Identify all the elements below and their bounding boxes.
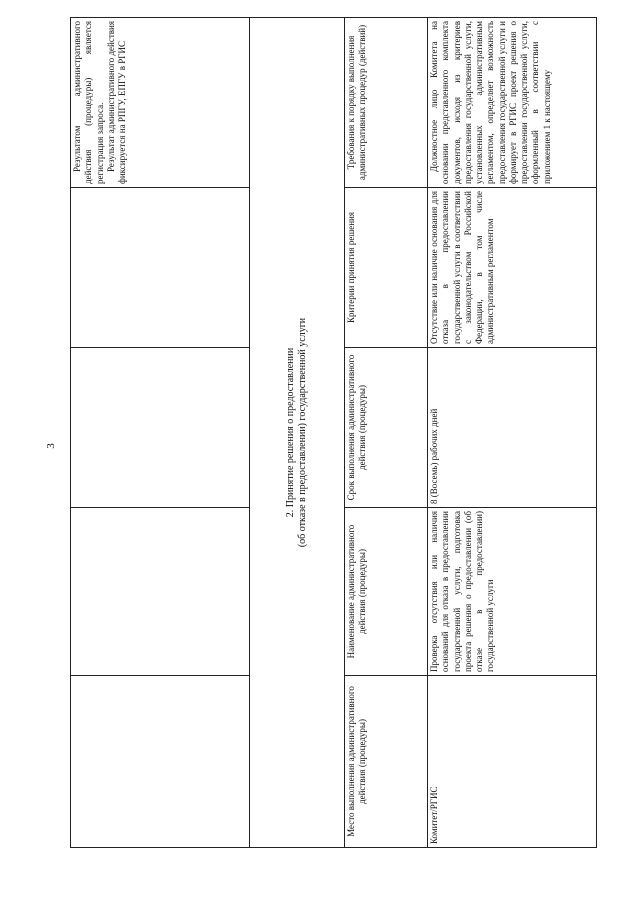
cell-place: Комитет/РГИС	[428, 676, 597, 848]
cell-criteria: Отсутствие или наличие основания для отказа в предоставлении государственной услуги в соответствии с законодательством Российской Федерации, в том числе административным регламентом	[428, 188, 597, 348]
cell-term: 8 (Восемь) рабочих дней	[428, 348, 597, 508]
table-header-row	[345, 18, 428, 848]
procedure-table	[70, 17, 597, 848]
section-title-line2: (об отказе в предоставлении) государственной услуги	[297, 317, 308, 548]
previous-step-result-para2: Результат административного действия фиксируется на РПГУ, ЕПГУ в РГИС	[105, 21, 127, 184]
landscape-content	[70, 18, 588, 848]
header-requirements: Требования к порядку выполнения административных процедур (действий)	[345, 18, 428, 188]
table-row	[428, 18, 597, 848]
section-title-row	[250, 18, 345, 848]
table-row-previous-step	[71, 18, 250, 848]
header-criteria: Критерии принятия решения	[345, 188, 428, 348]
cell-name: Проверка отсутствия или наличия оснований для отказа в предоставлении государственной услуги, подготовка проекта решения о предоставлении (об отказе в предоставлении) государственной услуги	[428, 508, 597, 676]
empty-cell	[71, 188, 250, 348]
empty-cell	[71, 676, 250, 848]
header-place: Место выполнения административного действия (процедуры)	[345, 676, 428, 848]
previous-step-result-cell	[71, 18, 250, 188]
page-number: 3	[45, 443, 57, 449]
empty-cell	[71, 508, 250, 676]
section-title-line1: 2. Принятие решения о предоставлении	[284, 347, 296, 518]
cell-requirements: Должностное лицо Комитета на основании представленного комплекта документов, исходя из критериев предоставления государственной услуги, установленных административным регламентом, определяет возможность предоставления государственной услуги и формирует в РГИС проект решения о предоставлении государственной услуги, оформленный в соответствии с приложением 1 к настоящему	[428, 18, 597, 188]
section-title-cell	[250, 18, 345, 848]
empty-cell	[71, 348, 250, 508]
header-term: Срок выполнения административного действия (процедуры)	[345, 348, 428, 508]
header-name: Наименование административного действия (процедуры)	[345, 508, 428, 676]
document-sheet	[70, 18, 588, 848]
previous-step-result-para1: Результатом административного действия (процедуры) является регистрация запроса.	[72, 21, 105, 184]
